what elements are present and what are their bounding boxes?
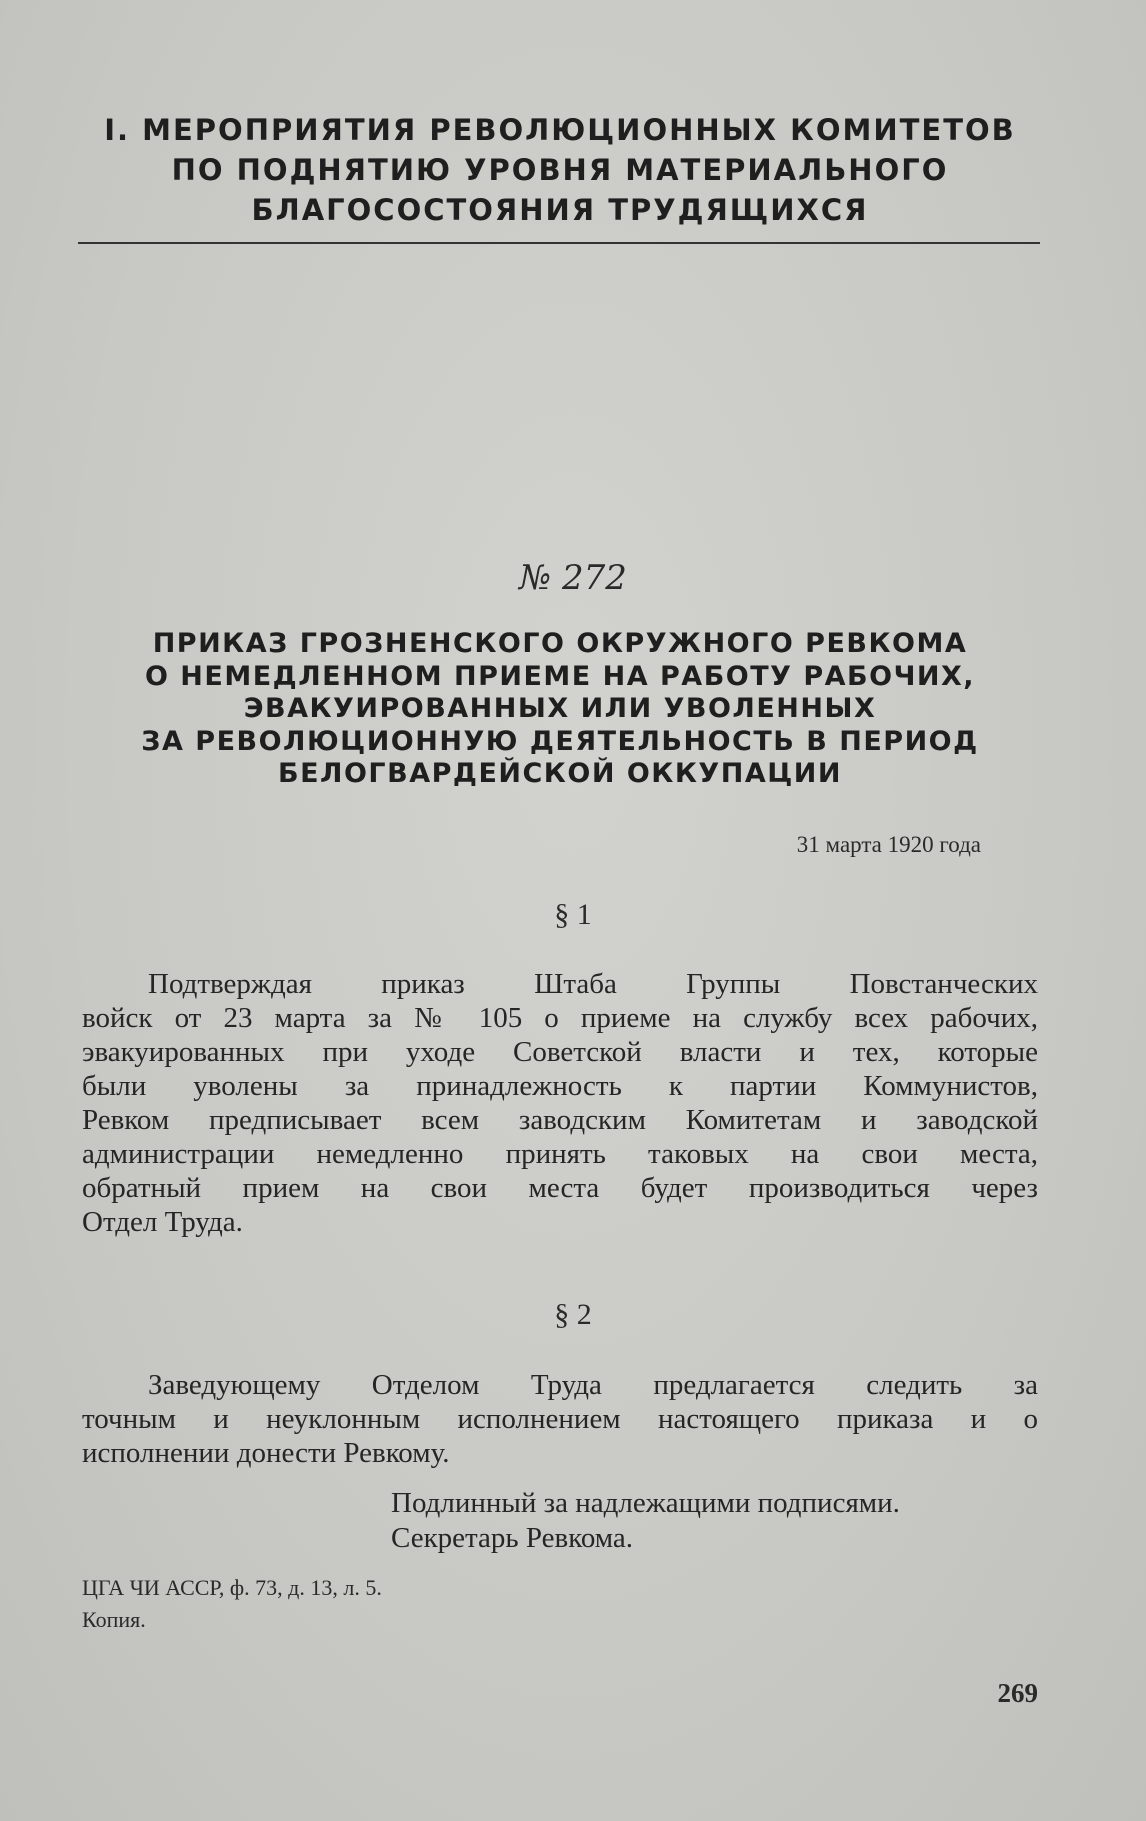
section-2-text <box>82 1368 1038 1470</box>
header-divider <box>78 242 1040 244</box>
paragraph-line: администрации немедленно принять таковых на свои места, <box>82 1138 1038 1170</box>
document-date: 31 марта 1920 года <box>796 832 981 857</box>
paragraph-line: обратный прием на свои места будет производиться через <box>82 1172 1038 1204</box>
paragraph-line: войск от 23 марта за № 105 о приеме на службу всех рабочих, <box>82 1002 1038 1034</box>
section-header <box>80 110 1040 230</box>
section-header-line: I. МЕРОПРИЯТИЯ РЕВОЛЮЦИОННЫХ КОМИТЕТОВ <box>104 113 1016 147</box>
section-mark-1: § 1 <box>554 898 592 931</box>
section-header-line: БЛАГОСОСТОЯНИЯ ТРУДЯЩИХСЯ <box>251 193 869 227</box>
document-title-line: ПРИКАЗ ГРОЗНЕНСКОГО ОКРУЖНОГО РЕВКОМА <box>152 628 968 659</box>
paragraph-line: Заведующему Отделом Труда предлагается следить за <box>148 1369 1038 1401</box>
section-1-text <box>82 967 1038 1239</box>
paragraph-line: точным и неуклонным исполнением настоящего приказа и о <box>82 1403 1038 1435</box>
archive-line: Копия. <box>82 1607 146 1632</box>
signature-block <box>391 1486 900 1556</box>
document-number: № 272 <box>519 558 627 598</box>
document-title-line: О НЕМЕДЛЕННОМ ПРИЕМЕ НА РАБОТУ РАБОЧИХ, <box>144 660 976 692</box>
paragraph-line: Отдел Труда. <box>82 1206 243 1238</box>
signature-line: Секретарь Ревкома. <box>391 1522 634 1554</box>
section-mark-2: § 2 <box>554 1298 592 1331</box>
paragraph-line: Подтверждая приказ Штаба Группы Повстанческих <box>148 968 1038 1000</box>
page-number: 269 <box>997 1678 1038 1708</box>
signature-line: Подлинный за надлежащими подписями. <box>391 1487 900 1519</box>
document-title-line: ЭВАКУИРОВАННЫХ ИЛИ УВОЛЕННЫХ <box>243 693 877 724</box>
archive-line: ЦГА ЧИ АССР, ф. 73, д. 13, л. 5. <box>82 1575 382 1600</box>
document-title-line: БЕЛОГВАРДЕЙСКОЙ ОККУПАЦИИ <box>278 758 842 789</box>
document-title-line: ЗА РЕВОЛЮЦИОННУЮ ДЕЯТЕЛЬНОСТЬ В ПЕРИОД <box>141 725 979 757</box>
paragraph-line: исполнении донести Ревкому. <box>82 1437 450 1469</box>
paragraph-line: эвакуированных при уходе Советской власти и тех, которые <box>82 1036 1038 1068</box>
paragraph-line: Ревком предписывает всем заводским Комитетам и заводской <box>82 1104 1038 1136</box>
document-title <box>80 628 1040 791</box>
archive-reference <box>82 1572 382 1636</box>
section-header-line: ПО ПОДНЯТИЮ УРОВНЯ МАТЕРИАЛЬНОГО <box>171 153 949 187</box>
paragraph-line: были уволены за принадлежность к партии Коммунистов, <box>82 1070 1038 1102</box>
